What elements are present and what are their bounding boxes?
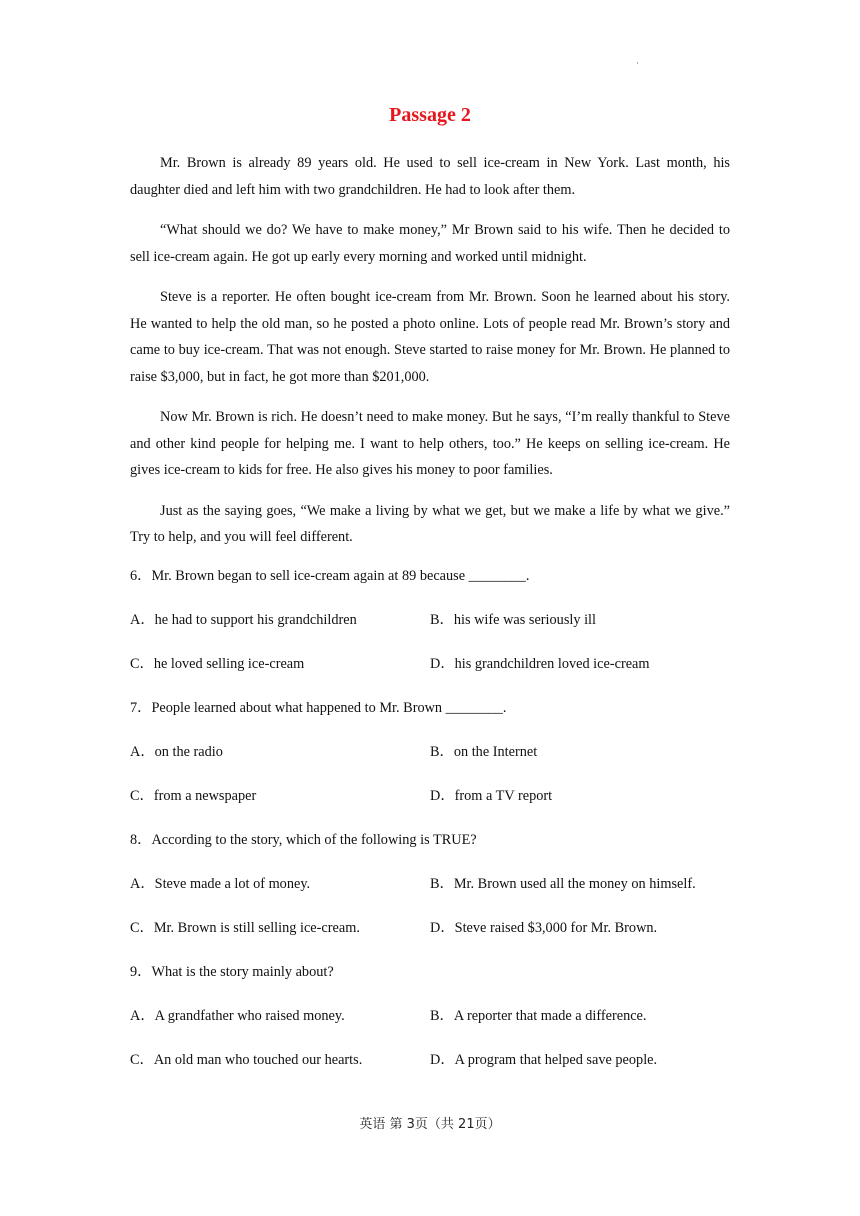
paragraph: Steve is a reporter. He often bought ice-cream from Mr. Brown. Soon he learned about his story. He wanted to help the old man, so he posted a photo online. Lots of people read Mr. Brown’s story and came to buy ice-cream. That was not enough. Steve started to raise money for Mr. Brown. He planned to raise $3,000, but in fact, he got more than $201,000. <box>130 289 730 385</box>
question-8-option-b: B．Mr. Brown used all the money on himself. <box>430 876 696 892</box>
paragraph: Mr. Brown is already 89 years old. He used to sell ice-cream in New York. Last month, his daughter died and left him with two grandchildren. He had to look after them. <box>130 155 730 198</box>
question-7-option-c: C．from a newspaper <box>130 788 257 804</box>
question-6-stem: 6．Mr. Brown began to sell ice-cream again at 89 because ________. <box>130 568 530 584</box>
paragraph: “What should we do? We have to make money,” Mr Brown said to his wife. Then he decided to sell ice-cream again. He got up early every morning and worked until midnight. <box>130 222 730 265</box>
question-6-options-row-1 <box>130 607 730 651</box>
question-8-option-d: D．Steve raised $3,000 for Mr. Brown. <box>430 920 658 936</box>
question-8-option-c: C．Mr. Brown is still selling ice-cream. <box>130 920 360 936</box>
question-9-stem: 9．What is the story mainly about? <box>130 964 334 980</box>
question-6-option-d: D．his grandchildren loved ice-cream <box>430 656 650 672</box>
question-7-option-b: B．on the Internet <box>430 744 538 760</box>
question-6-option-c: C．he loved selling ice-cream <box>130 656 305 672</box>
question-7-option-a: A．on the radio <box>130 744 223 760</box>
question-list <box>130 563 730 1091</box>
passage-body <box>130 150 730 565</box>
question-8-options-row-2 <box>130 915 730 959</box>
question-7-options-row-1 <box>130 739 730 783</box>
question-9-option-c: C．An old man who touched our hearts. <box>130 1052 363 1068</box>
passage-title: Passage 2 <box>389 104 471 126</box>
question-9-options-row-1 <box>130 1003 730 1047</box>
question-9-options-row-2 <box>130 1047 730 1091</box>
question-6-options-row-2 <box>130 651 730 695</box>
question-7-stem: 7．People learned about what happened to Mr. Brown ________. <box>130 700 507 716</box>
question-9-option-a: A．A grandfather who raised money. <box>130 1008 345 1024</box>
question-8-stem: 8．According to the story, which of the following is TRUE? <box>130 832 477 848</box>
paragraph: Now Mr. Brown is rich. He doesn’t need to make money. But he says, “I’m really thankful to Steve and other kind people for helping me. I want to help others, too.” He keeps on selling ice-cream. He gives ice-cream to kids for free. He also gives his money to poor families. <box>130 409 730 478</box>
question-6-option-b: B．his wife was seriously ill <box>430 612 596 628</box>
question-9-option-d: D．A program that helped save people. <box>430 1052 658 1068</box>
question-7-options-row-2 <box>130 783 730 827</box>
paragraph: Just as the saying goes, “We make a living by what we get, but we make a life by what we give.” Try to help, and you will feel different. <box>130 502 730 545</box>
question-8-option-a: A．Steve made a lot of money. <box>130 876 311 892</box>
page-footer: 英语 第 3页（共 21页） <box>359 1117 501 1132</box>
question-6-option-a: A．he had to support his grandchildren <box>130 612 357 628</box>
question-7-option-d: D．from a TV report <box>430 788 553 804</box>
question-9-option-b: B．A reporter that made a difference. <box>430 1008 647 1024</box>
header-mark: · <box>636 58 639 68</box>
question-8-options-row-1 <box>130 871 730 915</box>
